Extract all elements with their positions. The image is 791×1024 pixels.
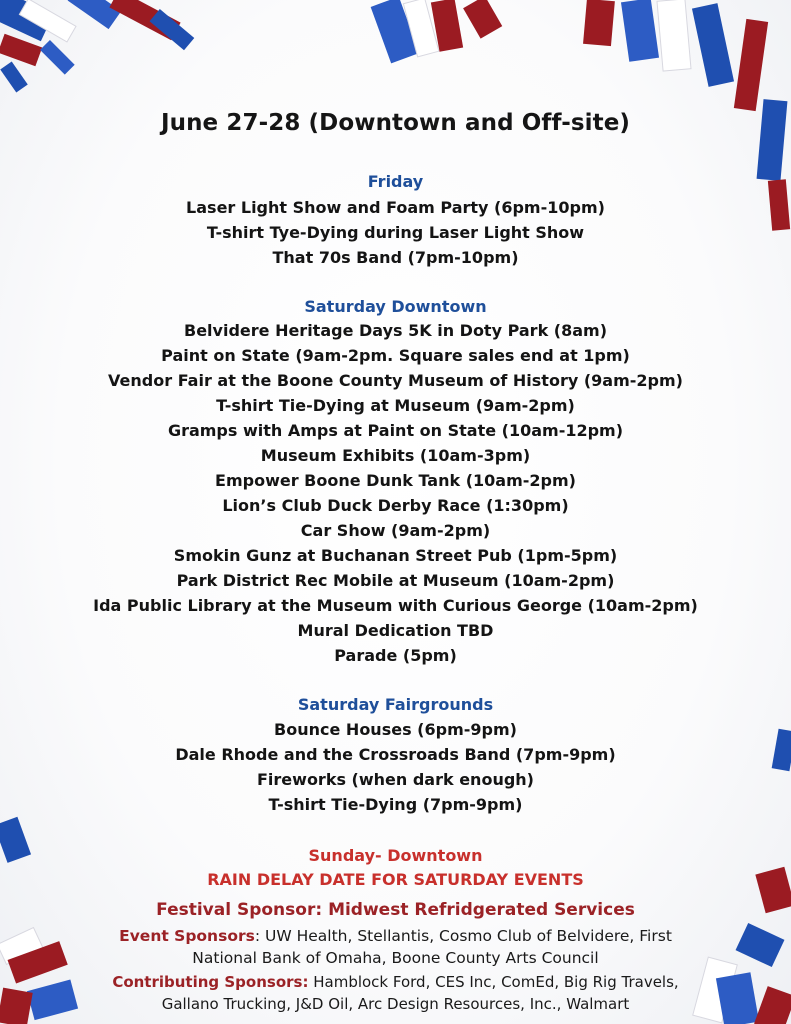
saturday-downtown-item: Parade (5pm) — [334, 646, 457, 665]
saturday-downtown-item: Car Show (9am-2pm) — [300, 521, 491, 540]
saturday-fairgrounds-item: Bounce Houses (6pm-9pm) — [274, 720, 517, 739]
saturday-fairgrounds-item: T-shirt Tie-Dying (7pm-9pm) — [268, 795, 523, 814]
page-title: June 27-28 (Downtown and Off-site) — [160, 110, 631, 136]
festival-sponsor-value: Midwest Refridgerated Services — [328, 900, 635, 920]
friday-item: That 70s Band (7pm-10pm) — [272, 248, 519, 267]
saturday-downtown-item: Ida Public Library at the Museum with Curious George (10am-2pm) — [93, 596, 698, 615]
event-sponsors-text: : UW Health, Stellantis, Cosmo Club of Belvidere, First — [254, 927, 672, 945]
saturday-downtown-item: Park District Rec Mobile at Museum (10am-2pm) — [176, 571, 615, 590]
contributing-sponsors-line-1 — [0, 973, 791, 991]
saturday-downtown-item: Smokin Gunz at Buchanan Street Pub (1pm-5pm) — [173, 546, 618, 565]
saturday-fairgrounds-heading: Saturday Fairgrounds — [297, 695, 494, 714]
saturday-downtown-item: Paint on State (9am-2pm. Square sales end at 1pm) — [161, 346, 630, 365]
saturday-fairgrounds-item: Dale Rhode and the Crossroads Band (7pm-9pm) — [175, 745, 616, 764]
saturday-fairgrounds-item: Fireworks (when dark enough) — [257, 770, 534, 789]
saturday-downtown-item: Lion’s Club Duck Derby Race (1:30pm) — [222, 496, 569, 515]
saturday-downtown-item: Museum Exhibits (10am-3pm) — [260, 446, 531, 465]
contributing-sponsors-text: Hamblock Ford, CES Inc, ComEd, Big Rig Travels, — [308, 973, 679, 991]
event-sponsors-line-1 — [0, 927, 791, 945]
friday-heading: Friday — [367, 172, 424, 191]
saturday-downtown-item: Vendor Fair at the Boone County Museum of History (9am-2pm) — [108, 371, 683, 390]
contributing-sponsors-line-2: Gallano Trucking, J&D Oil, Arc Design Resources, Inc., Walmart — [161, 995, 630, 1013]
saturday-downtown-item: Belvidere Heritage Days 5K in Doty Park (8am) — [184, 321, 607, 340]
rain-delay-notice: RAIN DELAY DATE FOR SATURDAY EVENTS — [207, 870, 584, 889]
contributing-sponsors-label: Contributing Sponsors: — [112, 973, 309, 991]
festival-sponsor — [0, 900, 791, 920]
event-sponsors-label: Event Sponsors — [119, 927, 255, 945]
sunday-heading: Sunday- Downtown — [308, 846, 483, 865]
event-sponsors-line-2: National Bank of Omaha, Boone County Arts Council — [192, 949, 599, 967]
saturday-downtown-item: Empower Boone Dunk Tank (10am-2pm) — [215, 471, 576, 490]
saturday-downtown-item: T-shirt Tie-Dying at Museum (9am-2pm) — [216, 396, 575, 415]
saturday-downtown-item: Mural Dedication TBD — [297, 621, 494, 640]
saturday-downtown-item: Gramps with Amps at Paint on State (10am-12pm) — [167, 421, 624, 440]
friday-item: Laser Light Show and Foam Party (6pm-10pm) — [186, 198, 605, 217]
friday-item: T-shirt Tye-Dying during Laser Light Show — [206, 223, 585, 242]
festival-sponsor-label: Festival Sponsor: — [156, 900, 323, 920]
saturday-downtown-heading: Saturday Downtown — [304, 297, 487, 316]
